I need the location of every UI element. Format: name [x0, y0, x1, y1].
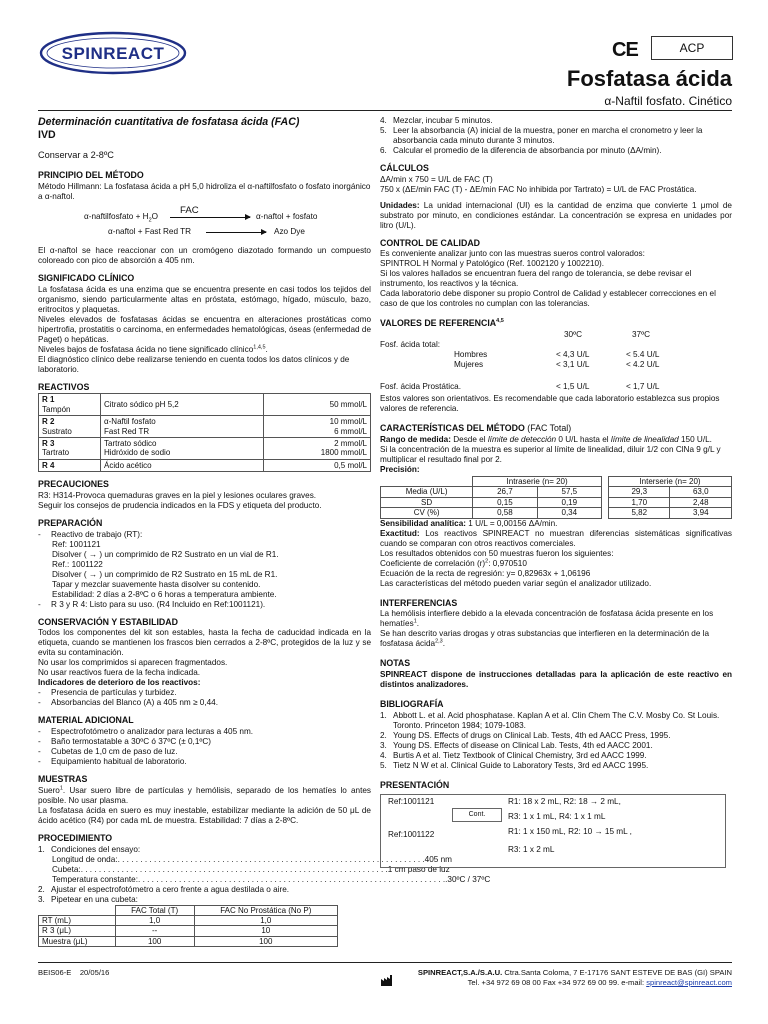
- arrow-icon: →: [88, 549, 98, 559]
- cont-label: Cont.: [452, 808, 502, 822]
- exactitud-text: Exactitud: Los reactivos SPINREACT no muestran diferencias sistemáticas significativas cuando se comparan con otros reactivos comerciales.: [380, 528, 732, 548]
- valores-note: Estos valores son orientativos. Es recomendable que cada laboratorio establezca sus propios valores de referencia.: [380, 394, 720, 414]
- table-header-row: FAC Total (T) FAC No Prostática (No P): [39, 905, 338, 915]
- table-row: R 4 Ácido acético 0,5 mol/L: [39, 459, 371, 471]
- regression-text: Ecuación de la recta de regresión: y= 0,82963x + 1,06196: [380, 568, 591, 578]
- bibliografia-heading: BIBLIOGRAFÍA: [380, 699, 444, 710]
- preparacion-heading: PREPARACIÓN: [38, 518, 103, 528]
- correlation-text: Coeficiente de correlación $(r)^2$: 0,970510: [380, 557, 527, 568]
- control-text: Es conveniente analizar junto con las muestras sueros control valorados:: [380, 249, 645, 259]
- bibliografia-list: [380, 711, 732, 771]
- acp-box: ACP: [651, 36, 733, 60]
- list-item: 4. Burtis A et al. Tietz Textbook of Clinical Chemistry, 3rd ed AACC 1999.: [380, 750, 647, 760]
- table-header-row: Interserie (n= 20): [609, 476, 732, 486]
- indicadores-list: [38, 688, 371, 708]
- conservacion-text-2: No usar los comprimidos si aparecen fragmentados.: [38, 658, 228, 668]
- intraserie-table: [380, 476, 602, 519]
- significado-text-3: Niveles bajos de fosfatasa ácida no tiene significado clínico$^{1,4,5}$.: [38, 343, 268, 354]
- interferencias-text-2: Se han descrito varias drogas y otras substancias que interfieren en la determinación de la fosfatasa ácida$^{2,3}$.: [380, 629, 710, 649]
- caracteristicas-heading: CARACTERÍSTICAS DEL MÉTODO (FAC Total): [380, 423, 572, 434]
- reaction-enzyme: FAC: [180, 204, 199, 216]
- material-heading: MATERIAL ADICIONAL: [38, 715, 134, 726]
- sensibilidad-text: Sensibilidad analítica: 1 U/L = 0,00156 ΔA/min.: [380, 518, 558, 528]
- presentation-box: Ref:1001121 Cont. R1: 18 x 2 mL, R2: 18 → 2 mL, R3: 1 x 1 mL, R4: 1 x 1 mL Ref:1001122 R1: 1 x 150 mL, R2: 10 → 15 mL , R3: 1 x 2 mL: [380, 794, 732, 870]
- reaction-second-product: Azo Dye: [274, 226, 305, 236]
- control-heading: CONTROL DE CALIDAD: [380, 237, 481, 248]
- table-row: 1,70 2,48: [609, 497, 732, 507]
- unidades-text: Unidades: La unidad internacional (UI) es la cantidad de enzima que convierte 1 μmol de substrato por minuto, en condiciones estándar. La concentración se expresa en unidades por litro (U/L).: [380, 200, 732, 230]
- table-row: RT (mL) 1,0 1,0: [39, 916, 338, 926]
- principio-heading: PRINCIPIO DEL MÉTODO: [38, 170, 144, 181]
- ce-mark: CE: [612, 39, 638, 61]
- significado-text-2: Niveles elevados de fosfatasas ácidas se encuentra en alteraciones prostáticas como hipertrofia, prostatitis o carcinoma, en enfermedades hematológicas, óseas (enfermedad de Paget) o hepáticas.: [38, 314, 371, 344]
- table-row: R 3 Tartrato Tartrato sódico Hidróxido de sodio 2 mmol/L 1800 mmol/L: [39, 437, 371, 459]
- list-item: - Presencia de partículas y turbidez.: [38, 688, 177, 698]
- reaction-scheme: [38, 206, 371, 240]
- control-text-2: SPINTROL H Normal y Patológico (Ref. 1002120 y 1002210).: [380, 259, 605, 269]
- rango-text: Rango de medida: Desde el límite de detección 0 U/L hasta el límite de linealidad 150 U/L.: [380, 434, 712, 444]
- muestras-text: Suero$^1$. Usar suero libre de partículas y hemólisis, separado de los hematíes lo antes posible. No usar plasma.: [38, 785, 371, 805]
- valores-heading: VALORES DE REFERENCIA$^{4,5}$: [380, 318, 504, 329]
- arrow-icon: →: [88, 569, 98, 579]
- list-item: 5. Tietz N W et al. Clinical Guide to Laboratory Tests, 3rd ed AACC 1995.: [380, 760, 649, 770]
- table-row: R 2 Sustrato α-Naftil fosfato Fast Red TR 10 mmol/L 6 mmol/L: [39, 416, 371, 438]
- spinreact-logo: [38, 30, 188, 76]
- presentacion-heading: PRESENTACIÓN: [380, 779, 450, 790]
- list-item: - Cubetas de 1,0 cm de paso de luz.: [38, 747, 178, 757]
- reagents-table: [38, 393, 371, 472]
- significado-heading: SIGNIFICADO CLÍNICO: [38, 272, 135, 283]
- conservacion-text: Todos los componentes del kit son estables, hasta la fecha de caducidad indicada en la etiqueta, cuando se mantienen los frascos bien cerrados a 2-8ºC, protegidos de la luz y se evita su contaminación.: [38, 628, 371, 658]
- email-link[interactable]: spinreact@spinreact.com: [646, 977, 732, 987]
- precision-label: Precisión:: [380, 464, 420, 474]
- table-row: 5,82 3,94: [609, 508, 732, 518]
- precauciones-text-2: Seguir los consejos de prudencia indicados en la FDS y etiqueta del producto.: [38, 501, 322, 510]
- table-row: 29,3 63,0: [609, 487, 732, 497]
- right-column: [380, 116, 732, 870]
- notas-heading: NOTAS: [380, 658, 411, 669]
- procedimiento-list: 1. Condiciones del ensayo: Longitud de onda: . . . . . . . . . . . . . . . . . . . . . . . . . . . . . . . . . . . . . . . . . . . . . . . . . . . . . . . . . . . . . . . . . . . . 405 nm Cubeta: . . . . . . . . . . . . . . . . . . . . . . . . . . . . . . . . . . . . . . . . . . . . . . . . . . . . . . . . . . . . . . . . . . . . 1 cm paso de luz Temperatura constante: . . . . . . . . . . . . . . . . . . . . . . . . . . . . . . . . . . . . . . . . . . . . . . . . . . . . . . . . . . . . . . . . . . . . .30ºC / 37ºC 2. Ajustar el espectrofotómetro a cero frente a agua destilada o aire. 3. Pipetear en una cubeta:: [38, 844, 491, 904]
- procedimiento-heading: PROCEDIMIENTO: [38, 832, 113, 843]
- table-row: Muestra (μL) 100 100: [39, 936, 338, 946]
- page-subtitle: α-Naftil fosfato. Cinético: [604, 94, 732, 108]
- list-item: - Espectrofotómetro o analizador para lecturas a 405 nm.: [38, 727, 254, 737]
- list-item: 1. Abbott L. et al. Acid phosphatase. Kaplan A et al. Clin Chem The C.V. Mosby Co. St Louis. Toronto. Princeton 1984; 1079-1083.: [380, 710, 720, 730]
- conservacion-heading: CONSERVACIÓN Y ESTABILIDAD: [38, 616, 178, 627]
- calc-formula-2: 750 x (ΔE/min FAC (T) - ΔE/min FAC No inhibida por Tartrato) = U/L de FAC Prostática.: [380, 184, 697, 194]
- control-text-4: Cada laboratorio debe disponer su propio Control de Calidad y establecer correcciones en el caso de que los controles no cumplan con las tolerancias.: [380, 289, 716, 309]
- principio-text-2: El α-naftol se hace reaccionar con un cromógeno diazotado formando un compuesto coloreado con pico de absorción a 405 nm.: [38, 245, 371, 265]
- exactitud-text-2: Los resultados obtenidos con 50 muestras fueron los siguientes:: [380, 548, 614, 558]
- list-item: 5. Leer la absorbancia (A) inicial de la muestra, poner en marcha el cronometro y leer la absorbancia cada minuto durante 3 minutos.: [380, 126, 703, 145]
- interserie-table: [608, 476, 732, 519]
- reaction-second-substrate: α-naftol + Fast Red TR: [108, 226, 192, 236]
- precauciones-heading: PRECAUCIONES: [38, 479, 109, 490]
- logo-text: SPINREACT: [61, 44, 165, 63]
- control-text-3: Si los valores hallados se encuentran fuera del rango de tolerancia, se debe revisar el instrumento, los reactivos y la técnica.: [380, 269, 692, 289]
- reactivos-heading: REACTIVOS: [38, 381, 90, 392]
- footer-code: BEIS06-E 20/05/16: [38, 968, 110, 977]
- reference-values-prostatic: Fosf. ácida Prostática. < 1,5 U/L < 1,7 U/L: [380, 382, 660, 392]
- storage-note: Conservar a 2-8ºC: [38, 149, 114, 160]
- page-title: Fosfatasa ácida: [566, 66, 732, 91]
- principio-text: Método Hillmann: La fosfatasa ácida a pH 5,0 hidroliza el α-naftilfosfato o fosfato inorgánico a α-naftol.: [38, 181, 371, 201]
- interferencias-text: La hemólisis interfiere debido a la elevada concentración de fosfatasa ácida presente en los hematíes$^1$.: [380, 609, 714, 629]
- procedure-steps-continued: [380, 116, 732, 156]
- footer-divider: [38, 962, 732, 963]
- ivd-label: IVD: [38, 128, 56, 141]
- reaction-arrow: [170, 217, 250, 218]
- preparacion-list: - Reactivo de trabajo (RT): Ref: 1001121 Disolver ( → ) un comprimido de R2 Sustrato en un vial de R1. Ref.: 1001122 Disolver ( → ) un comprimido de R2 Sustrato en 15 mL de R1. Tapar y mezclar suavemente hasta disolver su contenido. Estabilidad: 2 días a 2-8ºC o 6 horas a temperatura ambiente. - R 3 y R 4: Listo para su uso. (R4 Incluido en Ref:1001121).: [38, 529, 279, 609]
- calculos-heading: CÁLCULOS: [380, 163, 429, 173]
- table-row: SD 0,15 0,19: [381, 497, 602, 507]
- reaction-product: α-naftol + fosfato: [256, 211, 318, 221]
- table-header-row: Intraserie (n= 20): [381, 476, 602, 486]
- indicadores-heading: Indicadores de deterioro de los reactivos:: [38, 678, 201, 688]
- reaction-substrate: α-naftilfosfato + $H_2O$: [84, 211, 159, 224]
- document-title: Determinación cuantitativa de fosfatasa ácida (FAC): [38, 116, 300, 128]
- list-item: 6. Calcular el promedio de la diferencia de absorbancia por minuto (ΔA/min).: [380, 146, 662, 155]
- calc-formula-1: ΔA/min x 750 = U/L de FAC (T): [380, 174, 493, 184]
- precauciones-text: R3: H314-Provoca quemaduras graves en la piel y lesiones oculares graves.: [38, 491, 317, 500]
- notas-text: SPINREACT dispone de instrucciones detalladas para la aplicación de este reactivo en distintos analizadores.: [380, 670, 732, 690]
- muestras-text-2: La fosfatasa ácida en suero es muy inestable, estabilizar mediante la adición de 50 μL de ácido acético (R4) por cada mL de muestra. Estabilidad: 7 días a 2-8ºC.: [38, 805, 371, 825]
- procedure-table: [38, 905, 338, 948]
- table-row: R 3 (μL) -- 10: [39, 926, 338, 936]
- list-item: - Baño termostatable a 30ºC ó 37ºC (± 0,1ºC): [38, 737, 212, 747]
- material-list: [38, 727, 371, 767]
- table-row: R 1 Tampón Citrato sódico pH 5,2 50 mmol/L: [39, 394, 371, 416]
- list-item: 4. Mezclar, incubar 5 minutos.: [380, 116, 493, 125]
- list-item: - Equipamiento habitual de laboratorio.: [38, 757, 187, 767]
- list-item: 2. Young DS. Effects of drugs on Clinical Lab. Tests, 4th ed AACC Press, 1995.: [380, 730, 671, 740]
- table-row: CV (%) 0,58 0,34: [381, 508, 602, 518]
- muestras-heading: MUESTRAS: [38, 774, 88, 785]
- interferencias-heading: INTERFERENCIAS: [380, 597, 458, 608]
- exactitud-note: Las características del método pueden variar según el analizador utilizado.: [380, 578, 652, 588]
- header-divider: [38, 110, 732, 111]
- precision-tables: [380, 476, 732, 519]
- reference-values: 30ºC 37ºC Fosf. ácida total: Hombres < 4,3 U/L < 5.4 U/L Mujeres < 3,1 U/L < 4.2 U/L: [380, 330, 660, 370]
- list-item: - Absorbancias del Blanco (A) a 405 nm ≥ 0,44.: [38, 698, 218, 708]
- table-row: Media (U/L) 26,7 57,5: [381, 487, 602, 497]
- footer-address: SPINREACT,S.A./S.A.U. Ctra.Santa Coloma, 7 E-17176 SANT ESTEVE DE BAS (GI) SPAIN Tel. +34 972 69 08 00 Fax +34 972 69 00 99. e-mail: spinreact@spinreact.com: [417, 968, 732, 987]
- list-item: 3. Young DS. Effects of disease on Clinical Lab. Tests, 4th ed AACC 2001.: [380, 740, 653, 750]
- rango-text-2: Si la concentración de la muestra es superior al límite de linealidad, diluir 1/2 con ClNa 9 g/L y multiplicar el resultado final por 2.: [380, 444, 721, 464]
- conservacion-text-3: No usar reactivos fuera de la fecha indicada.: [38, 668, 201, 678]
- significado-text-4: El diagnóstico clínico debe realizarse teniendo en cuenta todos los datos clínicos y de laboratorio.: [38, 354, 350, 374]
- significado-text: La fosfatasa ácida es una enzima que se encuentra presente en casi todos los tejidos del organismo, siendo particularmente altas en próstata, estómago, hígado, músculo, bazo, eritrocitos y plaquetas.: [38, 284, 371, 314]
- reaction-arrow-2: [206, 232, 266, 233]
